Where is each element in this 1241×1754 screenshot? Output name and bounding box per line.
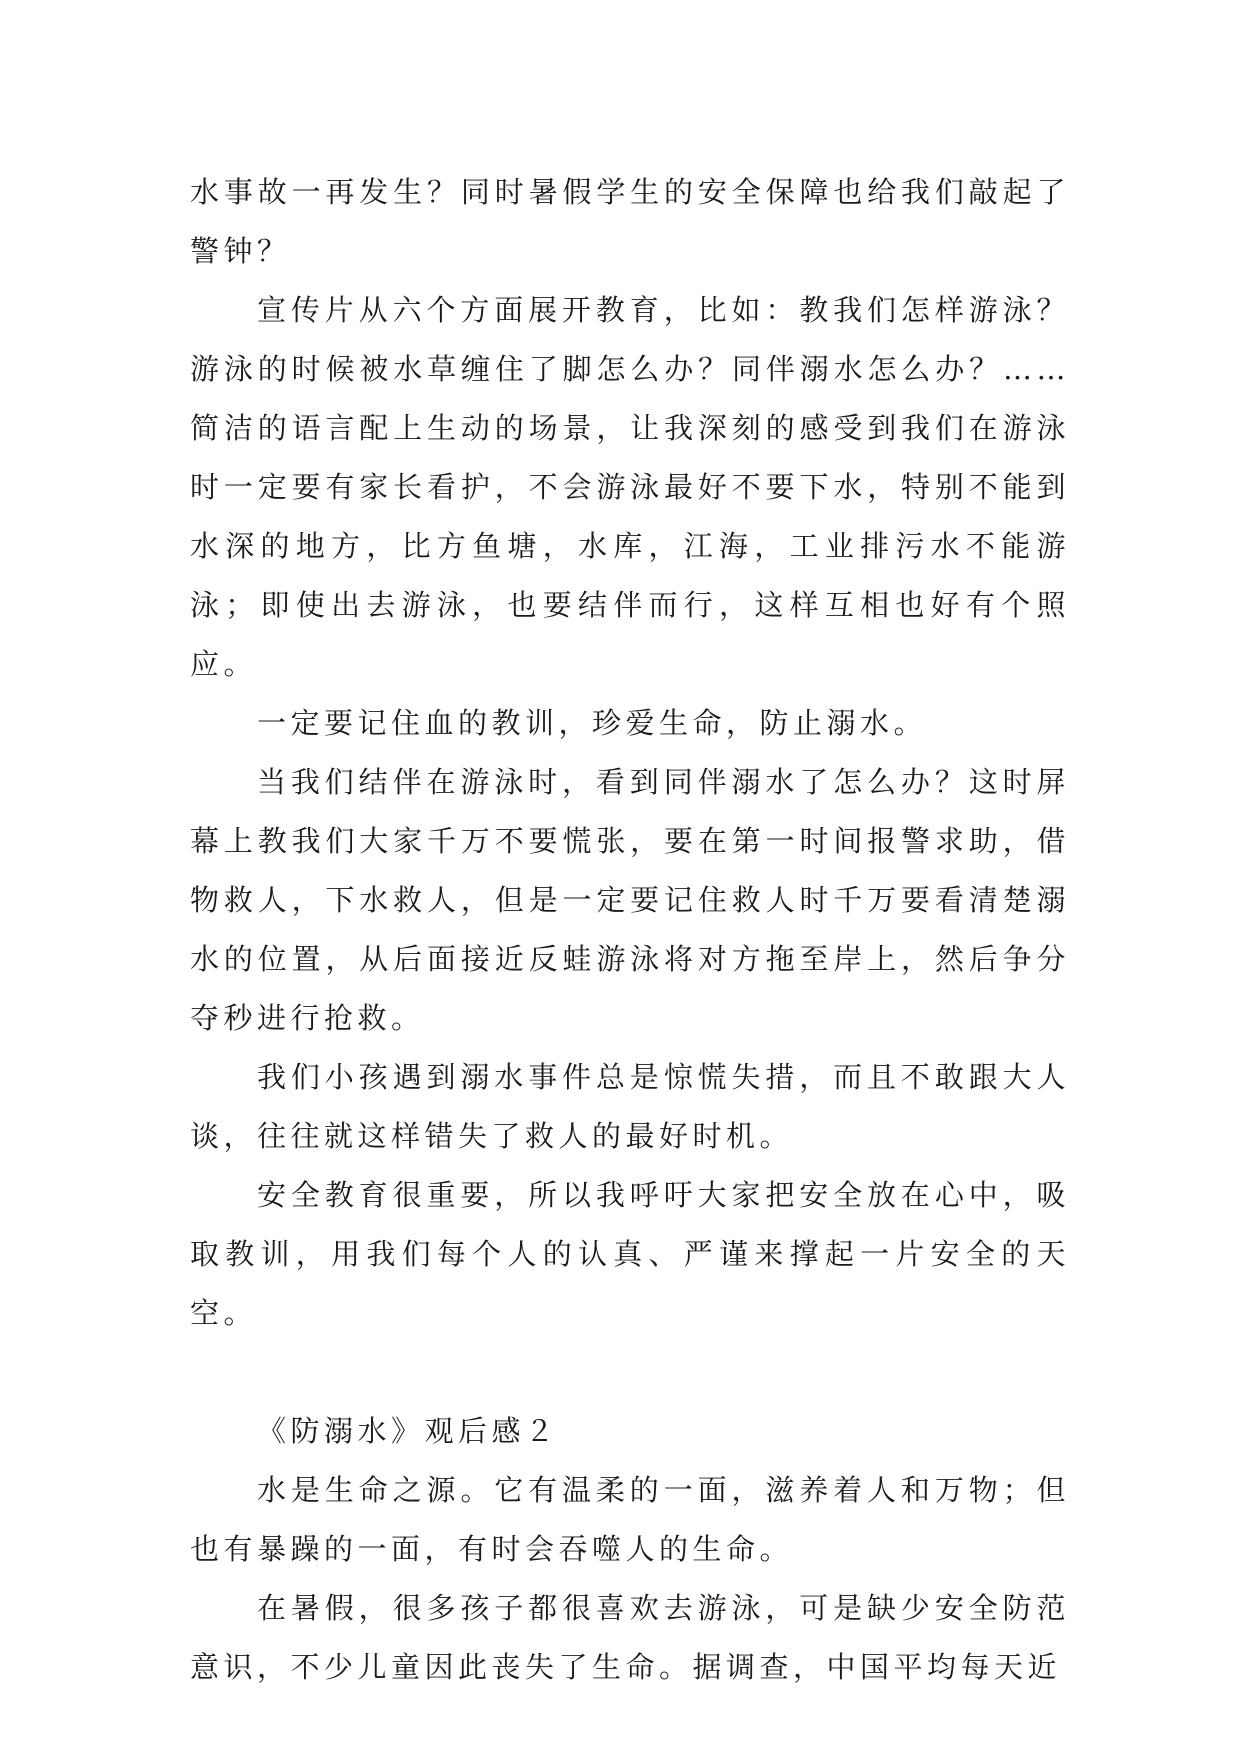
paragraph-4: 当我们结伴在游泳时，看到同伴溺水了怎么办？这时屏幕上教我们大家千万不要慌张，要在第一时间报警求助，借物救人，下水救人，但是一定要记住救人时千万要看清楚溺水的位置，从后面接近反蛙游泳将对方拖至岸上，然后争分夺秒进行抢救。 [190,765,1070,1035]
paragraph-7: 水是生命之源。它有温柔的一面，滋养着人和万物；但也有暴躁的一面，有时会吞噬人的生命。 [190,1473,1070,1566]
section-title: 《防溺水》观后感２ [257,1414,559,1448]
paragraph-1: 水事故一再发生？同时暑假学生的安全保障也给我们敲起了警钟？ [190,175,1070,268]
paragraph-2: 宣传片从六个方面展开教育，比如：教我们怎样游泳？游泳的时候被水草缠住了脚怎么办？同伴溺水怎么办？……简洁的语言配上生动的场景，让我深刻的感受到我们在游泳时一定要有家长看护，不会游泳最好不要下水，特别不能到水深的地方，比方鱼塘，水库，江海，工业排污水不能游泳；即使出去游泳，也要结伴而行，这样互相也好有个照应。 [190,293,1070,681]
paragraph-3: 一定要记住血的教训，珍爱生命，防止溺水。 [257,706,928,740]
paragraph-5: 我们小孩遇到溺水事件总是惊慌失措，而且不敢跟大人谈，往往就这样错失了救人的最好时机。 [190,1060,1070,1153]
document-body [190,163,1070,1697]
paragraph-6: 安全教育很重要，所以我呼吁大家把安全放在心中，吸取教训，用我们每个人的认真、严谨来撑起一片安全的天空。 [190,1178,1070,1330]
paragraph-8: 在暑假，很多孩子都很喜欢去游泳，可是缺少安全防范意识，不少儿童因此丧失了生命。据调查，中国平均每天近 [190,1591,1070,1684]
